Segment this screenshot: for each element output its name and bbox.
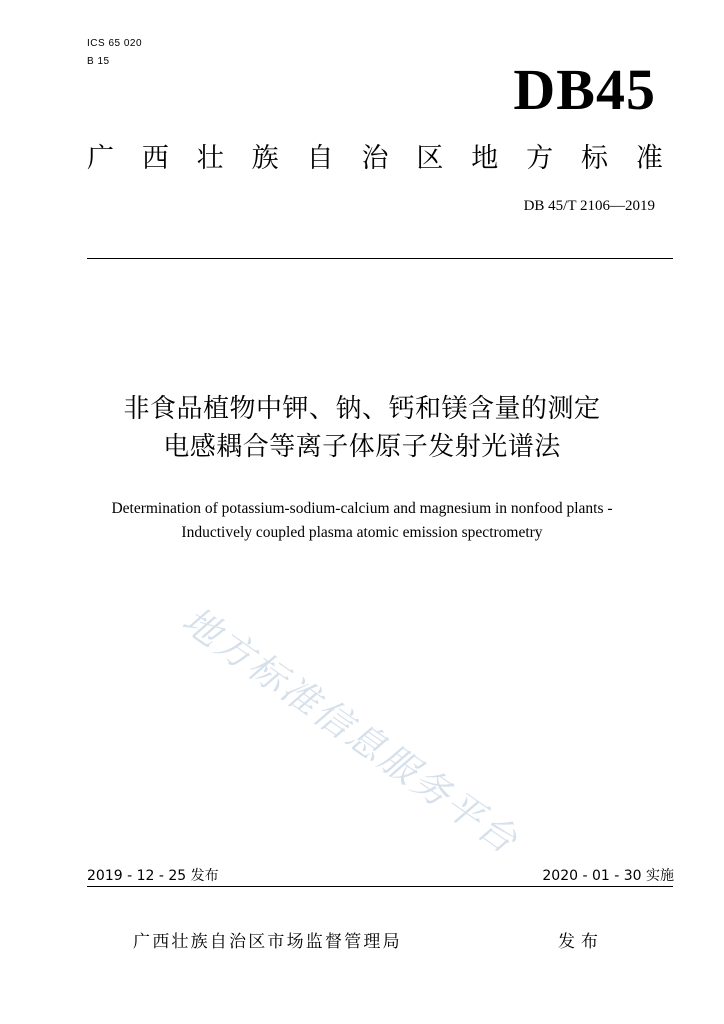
standard-type-char: 准 xyxy=(635,143,663,174)
standard-type-char: 广 xyxy=(87,143,114,174)
standard-number: DB 45/T 2106—2019 xyxy=(523,198,655,214)
ics-code: ICS 65 020 xyxy=(87,38,143,49)
title-chinese xyxy=(0,390,724,466)
issuing-authority: 广西壮族自治区市场监督管理局 xyxy=(133,932,402,952)
standard-type-char: 区 xyxy=(416,143,444,174)
standard-code-logo: DB45 xyxy=(513,57,656,122)
footer-divider xyxy=(87,886,673,887)
title-english-line-2: Inductively coupled plasma atomic emission spectrometry xyxy=(181,524,543,541)
standard-type-heading xyxy=(87,141,663,177)
standard-type-char: 地 xyxy=(471,143,499,174)
title-chinese-line-1: 非食品植物中钾、钠、钙和镁含量的测定 xyxy=(123,394,601,424)
publish-label: 发布 xyxy=(558,932,604,952)
title-english-line-1: Determination of potassium-sodium-calcium and magnesium in nonfood plants - xyxy=(111,500,613,517)
standard-type-char: 自 xyxy=(306,143,334,174)
standard-type-char: 壮 xyxy=(196,143,224,174)
standard-type-char: 标 xyxy=(581,143,609,174)
title-chinese-line-2: 电感耦合等离子体原子发射光谱法 xyxy=(163,432,561,462)
standard-type-char: 方 xyxy=(526,143,554,174)
title-english xyxy=(0,497,724,545)
standard-type-char: 西 xyxy=(141,143,169,174)
ccs-code: B 15 xyxy=(87,56,110,67)
issue-date: 2019 - 12 - 25 发布 xyxy=(87,868,219,884)
standard-type-char: 治 xyxy=(361,143,389,174)
header-divider xyxy=(87,258,673,259)
watermark: 地方标准信息服务平台 xyxy=(174,598,527,864)
implementation-date: 2020 - 01 - 30 实施 xyxy=(542,868,674,884)
standard-type-char: 族 xyxy=(251,143,279,174)
